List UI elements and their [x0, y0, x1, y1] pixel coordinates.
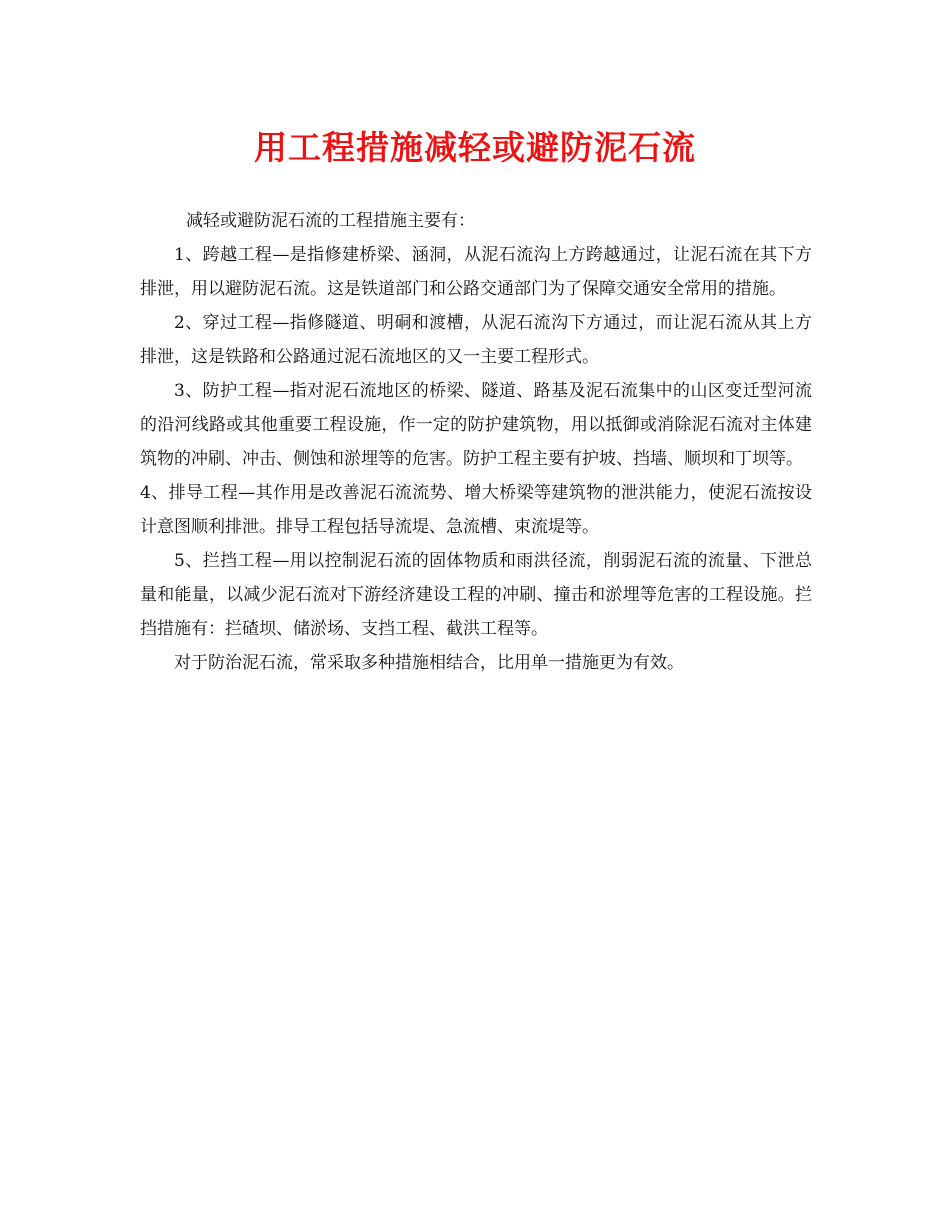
- paragraph-protection-works: 3、防护工程—指对泥石流地区的桥梁、隧道、路基及泥石流集中的山区变迁型河流的沿河线路或其他重要工程设施，作一定的防护建筑物，用以抵御或消除泥石流对主体建筑物的冲刷、冲击、侧蚀和淤埋等的危害。防护工程主要有护坡、挡墙、顺坝和丁坝等。: [140, 381, 812, 469]
- paragraph-retaining-works: 5、拦挡工程—用以控制泥石流的固体物质和雨洪径流，削弱泥石流的流量、下泄总量和能量，以减少泥石流对下游经济建设工程的冲刷、撞击和淤埋等危害的工程设施。拦挡措施有：拦碴坝、储淤场、支挡工程、截洪工程等。: [140, 551, 812, 639]
- document-body: [140, 204, 812, 680]
- paragraph-conclusion: 对于防治泥石流，常采取多种措施相结合，比用单一措施更为有效。: [174, 653, 684, 673]
- intro-paragraph: 减轻或避防泥石流的工程措施主要有：: [186, 211, 475, 231]
- document-title: 用工程措施减轻或避防泥石流: [254, 128, 696, 167]
- paragraph-passing-works: 2、穿过工程—指修隧道、明硐和渡槽，从泥石流沟下方通过，而让泥石流从其上方排泄，这是铁路和公路通过泥石流地区的又一主要工程形式。: [140, 313, 812, 367]
- paragraph-drainage-works: 4、排导工程—其作用是改善泥石流流势、增大桥梁等建筑物的泄洪能力，使泥石流按设计意图顺利排泄。排导工程包括导流堤、急流槽、束流堤等。: [140, 483, 812, 537]
- paragraph-crossing-works: 1、跨越工程—是指修建桥梁、涵洞，从泥石流沟上方跨越通过，让泥石流在其下方排泄，用以避防泥石流。这是铁道部门和公路交通部门为了保障交通安全常用的措施。: [140, 245, 812, 299]
